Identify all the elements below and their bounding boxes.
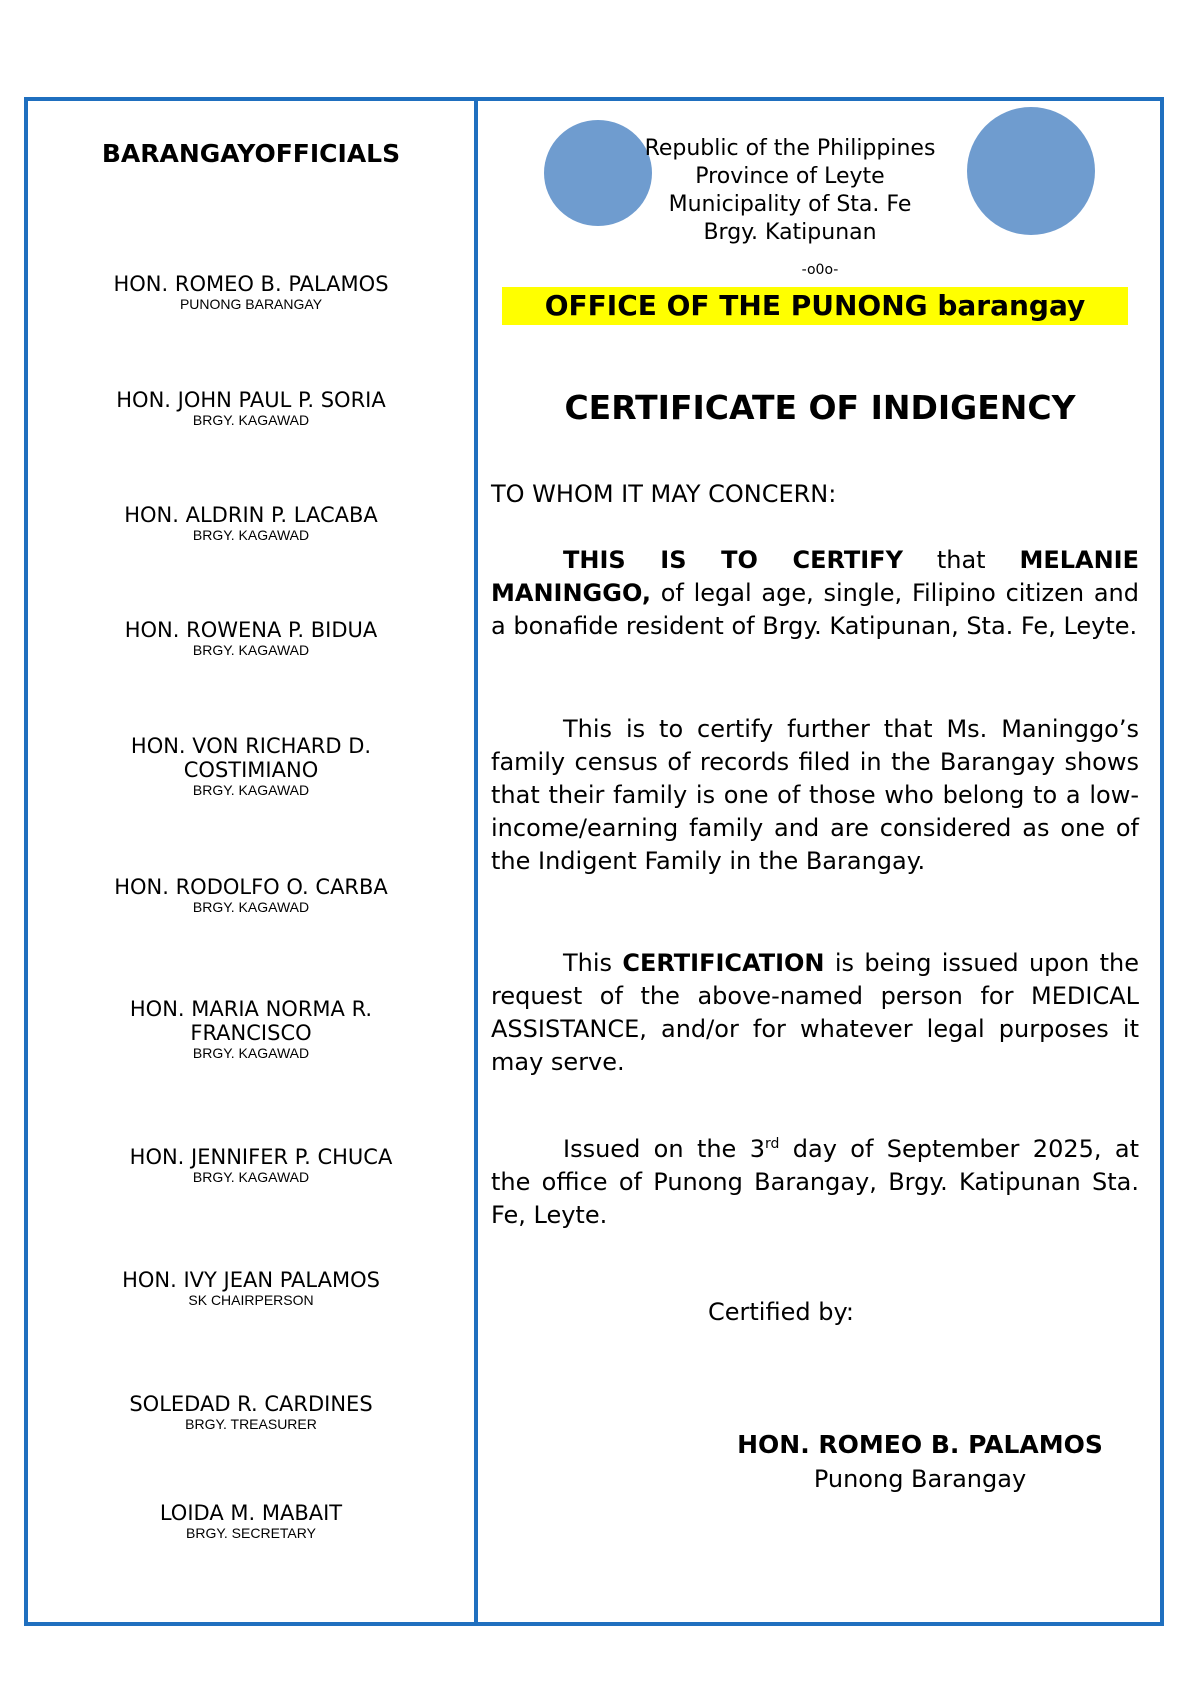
issued-post: day of September 2025, at the office of Punong Barangay, Brgy. Katipunan Sta. Fe, Leyte. [491,1135,1139,1229]
official-name: HON. JOHN PAUL P. SORIA [116,388,386,412]
certified-person-name: MELANIE MANINGGO, [491,546,1139,607]
official-entry [28,997,474,1062]
signatory-name: HON. ROMEO B. PALAMOS [737,1430,1103,1459]
officials-panel [28,101,474,1622]
certified-by-label: Certified by: [708,1298,854,1326]
certificate-title: CERTIFICATE OF INDIGENCY [564,388,1076,427]
official-name: HON. JENNIFER P. CHUCA [129,1145,393,1169]
purpose-bold: CERTIFICATION [622,949,825,977]
official-entry [28,875,474,916]
column-divider [474,97,478,1626]
official-entry [28,272,474,313]
official-name: HON. RODOLFO O. CARBA [114,875,388,899]
issuance-paragraph [491,1128,1139,1232]
certify-lead: THIS IS TO CERTIFY [563,546,903,574]
official-position: BRGY. KAGAWAD [192,642,310,658]
header-province: Province of Leyte [695,164,885,189]
official-entry [28,503,474,544]
official-entry [28,1268,474,1309]
official-position: BRGY. KAGAWAD [192,1169,310,1185]
official-name: HON. VON RICHARD D. [130,734,372,758]
signatory-position: Punong Barangay [813,1465,1027,1493]
official-name-cont: FRANCISCO [190,1021,312,1045]
official-entry [28,618,474,659]
official-position: BRGY. KAGAWAD [192,527,310,543]
official-position: BRGY. KAGAWAD [192,782,310,798]
official-name: HON. ROMEO B. PALAMOS [113,272,389,296]
official-name: LOIDA M. MABAIT [159,1501,343,1525]
official-entry [28,734,474,799]
certification-paragraph [491,544,1139,643]
officials-title: BARANGAYOFFICIALS [101,139,401,168]
official-position: BRGY. TREASURER [185,1416,317,1432]
official-name: HON. ROWENA P. BIDUA [124,618,378,642]
issued-ordinal: rd [764,1136,780,1152]
official-position: BRGY. KAGAWAD [192,1045,310,1061]
official-name: HON. IVY JEAN PALAMOS [122,1268,380,1292]
signatory-block [700,1428,1140,1496]
official-entry [28,1392,474,1433]
official-name: SOLEDAD R. CARDINES [129,1392,373,1416]
official-position: PUNONG BARANGAY [179,296,323,312]
official-position: SK CHAIRPERSON [188,1292,314,1308]
official-position: BRGY. SECRETARY [186,1525,316,1541]
official-name: HON. MARIA NORMA R. [129,997,373,1021]
official-position: BRGY. KAGAWAD [192,899,310,915]
certify-that: that [902,546,1020,574]
official-name-cont: COSTIMIANO [183,758,319,782]
issued-pre: Issued on the 3 [563,1135,765,1163]
official-position: BRGY. KAGAWAD [192,412,310,428]
municipal-seal-right [967,107,1095,235]
purpose-post: is being issued upon the request of the above-named person for MEDICAL ASSISTANCE, and/or for whatever legal purposes it may serve. [491,949,1139,1076]
official-name: HON. ALDRIN P. LACABA [124,503,378,527]
office-heading: OFFICE OF THE PUNONG barangay [502,287,1128,325]
official-entry [28,388,474,429]
header-republic: Republic of the Philippines [644,136,936,161]
indigency-paragraph: This is to certify further that Ms. Maninggo’s family census of records filed in the Barangay shows that their family is one of those who belong to a low-income/earning family and are considered as one of the Indigent Family in the Barangay. [491,715,1139,875]
official-entry [38,1145,484,1186]
certify-details: of legal age, single, Filipino citizen and a bonafide resident of Brgy. Katipunan, Sta. Fe, Leyte. [491,579,1139,640]
header-barangay: Brgy. Katipunan [703,220,877,245]
official-entry [28,1501,474,1542]
purpose-paragraph [491,947,1139,1079]
header-municipality: Municipality of Sta. Fe [668,192,912,217]
purpose-pre: This [563,949,623,977]
header-separator: -o0o- [801,262,839,278]
salutation: TO WHOM IT MAY CONCERN: [491,480,837,508]
